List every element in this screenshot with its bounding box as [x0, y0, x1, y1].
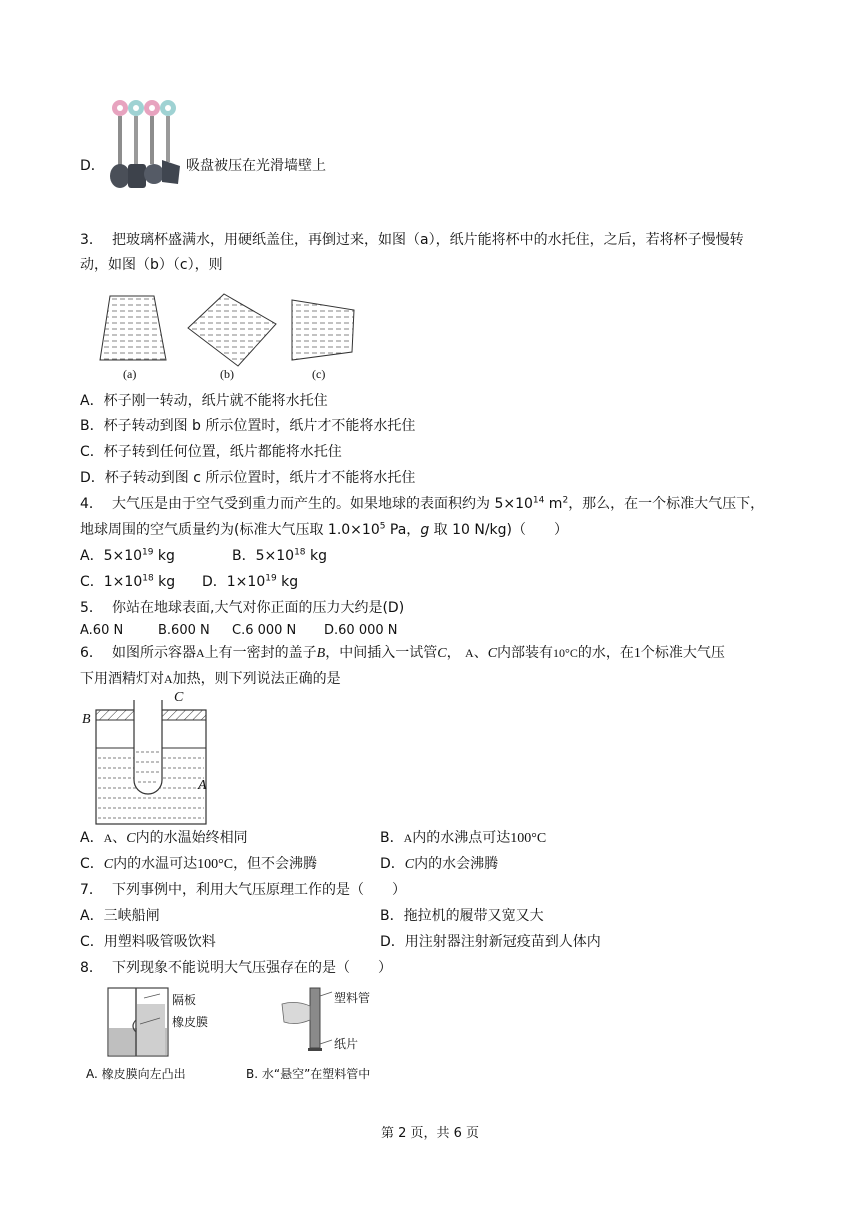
q6-stem-line2: 下用酒精灯对A加热，则下列说法正确的是 — [80, 671, 341, 687]
q8-figb-label-paper: 纸片 — [334, 1037, 359, 1051]
q6-fig-label-b: B — [82, 712, 91, 727]
q8-figa-caption: A. 橡皮膜向左凸出 — [86, 1067, 186, 1081]
q3-caption-a: (a) — [123, 367, 137, 381]
q4-stem-line2: 地球周围的空气质量约为(标准大气压取 $1.0\times 10^5$ Pa，g 取 10 N/kg)（ ） — [80, 521, 569, 538]
q6-container-test-tube-figure — [80, 688, 220, 828]
q3-option-d: D．杯子转动到图 c 所示位置时，纸片才不能将水托住 — [80, 470, 416, 486]
q3-cup-rotation-figure — [96, 290, 376, 382]
q7-stem: 下列事例中，利用大气压原理工作的是（ ） — [112, 882, 406, 898]
q8-number: 8． — [80, 960, 103, 976]
q3-option-a: A．杯子刚一转动，纸片就不能将水托住 — [80, 393, 328, 409]
q3-option-b: B．杯子转动到图 b 所示位置时，纸片才不能将水托住 — [80, 418, 416, 434]
q4-stem-line1: 大气压是由于空气受到重力而产生的。如果地球的表面积约为 $5\times 10^{14}$ $m^2$，那么，在一个标准大气压下， — [112, 495, 765, 512]
q3-caption-b: (b) — [220, 367, 234, 381]
q7-option-b: B．拖拉机的履带又宽又大 — [380, 908, 544, 924]
q6-number: 6． — [80, 645, 103, 661]
q6-option-c: C．C内的水温可达100°C，但不会沸腾 — [80, 856, 318, 872]
q5-option-a: A.60 N — [80, 623, 124, 638]
q8-figb-label-tube: 塑料管 — [334, 991, 371, 1005]
suction-hook-utensils-figure — [104, 96, 184, 192]
q2-option-d-label: D． — [80, 158, 105, 174]
q7-option-a: A．三峡船闸 — [80, 908, 160, 924]
q5-option-d: D.60 000 N — [324, 623, 398, 638]
q6-option-d: D．C内的水会沸腾 — [380, 856, 499, 872]
q6-fig-label-a: A — [198, 778, 207, 793]
q5-number: 5． — [80, 600, 103, 616]
q6-stem-line1: 如图所示容器A上有一密封的盖子B，中间插入一试管C， A、C内部装有10°C的水，在1个标准大气压 — [112, 645, 725, 661]
q3-option-c: C．杯子转到任何位置，纸片都能将水托住 — [80, 444, 342, 460]
q3-caption-c: (c) — [312, 367, 326, 381]
q4-option-c: C．$1\times 10^{18}$ kg — [80, 573, 176, 590]
q4-number: 4． — [80, 496, 103, 512]
q5-option-b: B.600 N — [158, 623, 210, 638]
q3-stem-line2: 动，如图（b）（c），则 — [80, 257, 223, 273]
q4-option-b: B．$5\times 10^{18}$ kg — [232, 547, 327, 564]
q3-stem-line1: 把玻璃杯盛满水，用硬纸盖住，再倒过来，如图（a），纸片能将杯中的水托住，之后，若将杯子慢慢转 — [112, 232, 744, 248]
q6-option-a: A．A、C内的水温始终相同 — [80, 830, 248, 846]
q4-option-a: A．$5\times 10^{19}$ kg — [80, 547, 175, 564]
q2-option-d-text: 吸盘被压在光滑墙壁上 — [186, 158, 326, 174]
q8-figb-caption: B. 水“悬空”在塑料管中 — [246, 1067, 371, 1081]
q6-option-b: B．A内的水沸点可达100°C — [380, 830, 547, 846]
q3-number: 3． — [80, 232, 103, 248]
q5-option-c: C.6 000 N — [232, 623, 297, 638]
q7-option-c: C．用塑料吸管吸饮料 — [80, 934, 216, 950]
q5-stem: 你站在地球表面,大气对你正面的压力大约是(D) — [112, 600, 405, 616]
q4-option-d: D．$1\times 10^{19}$ kg — [202, 573, 299, 590]
q7-number: 7． — [80, 882, 103, 898]
q8-stem: 下列现象不能说明大气压强存在的是（ ） — [112, 960, 392, 976]
q8-figa-label-membrane: 橡皮膜 — [172, 1015, 209, 1029]
q8-figa-label-partition: 隔板 — [172, 993, 197, 1007]
q6-fig-label-c: C — [174, 690, 184, 705]
q8-figure-b-plastic-tube — [276, 984, 340, 1064]
q7-option-d: D．用注射器注射新冠疫苗到人体内 — [380, 934, 601, 950]
q8-figure-a-partition-membrane — [104, 984, 174, 1060]
page-footer: 第 2 页，共 6 页 — [380, 1126, 480, 1141]
